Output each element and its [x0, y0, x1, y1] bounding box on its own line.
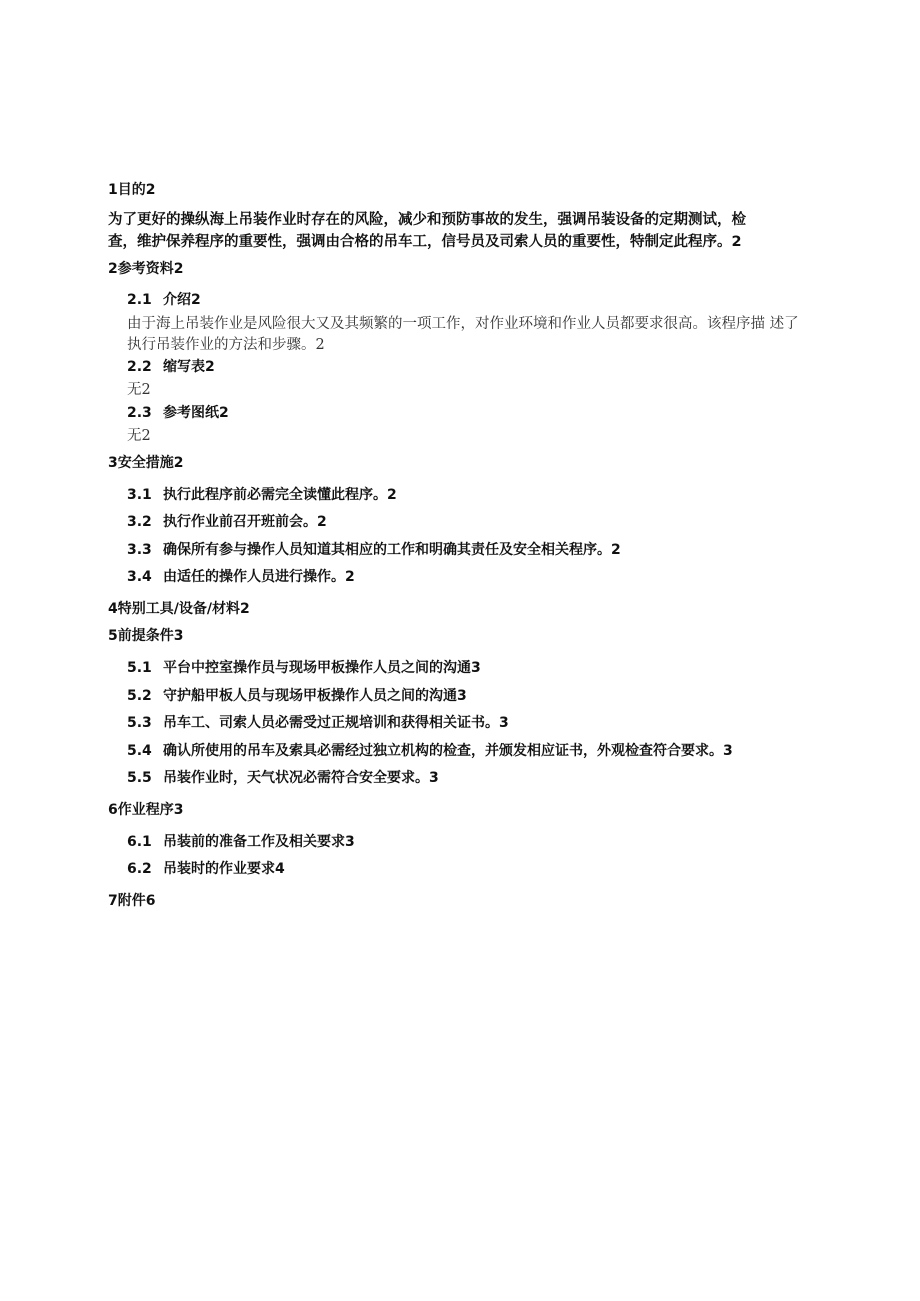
section-title: 确认所使用的吊车及索具必需经过独立机构的检查，并颁发相应证书，外观检查符合要求。3 — [163, 743, 733, 759]
toc-section-3: 3安全措施2 — [108, 455, 184, 471]
toc-section-5-4 — [127, 744, 733, 758]
section-title: 确保所有参与操作人员知道其相应的工作和明确其责任及安全相关程序。2 — [163, 542, 621, 558]
section-number: 2.3 — [127, 405, 152, 421]
toc-section-5: 5前提条件3 — [108, 628, 184, 644]
section-title: 缩写表2 — [163, 359, 215, 375]
section-title: 平台中控室操作员与现场甲板操作人员之间的沟通3 — [163, 660, 481, 676]
section-title: 吊装时的作业要求4 — [163, 861, 285, 877]
toc-section-5-1 — [127, 661, 481, 675]
toc-section-7: 7附件6 — [108, 893, 156, 909]
toc-section-2-3 — [127, 406, 229, 420]
section-number: 5.5 — [127, 770, 152, 786]
section-number: 3.4 — [127, 569, 152, 585]
section-title: 吊车工、司索人员必需受过正规培训和获得相关证书。3 — [163, 715, 509, 731]
section-number: 2.1 — [127, 292, 152, 308]
section-1-text-line-2: 查，维护保养程序的重要性，强调由合格的吊车工，信号员及司索人员的重要性，特制定此程序。2 — [108, 234, 742, 250]
section-number: 5.1 — [127, 660, 152, 676]
toc-section-2-2 — [127, 360, 215, 374]
section-2-2-text: 无2 — [127, 382, 151, 398]
section-title: 执行作业前召开班前会。2 — [163, 514, 327, 530]
toc-section-6-2 — [127, 862, 285, 876]
section-number: 3.2 — [127, 514, 152, 530]
section-2-3-text: 无2 — [127, 428, 151, 444]
section-title: 参考图纸2 — [163, 405, 229, 421]
section-number: 6.1 — [127, 834, 152, 850]
toc-section-5-5 — [127, 771, 439, 785]
toc-section-6-1 — [127, 835, 355, 849]
section-1-text-line-1: 为了更好的操纵海上吊装作业时存在的风险，减少和预防事故的发生，强调吊装设备的定期测试，检 — [108, 212, 746, 228]
toc-section-3-4 — [127, 570, 355, 584]
toc-section-3-1 — [127, 488, 397, 502]
toc-section-4: 4特别工具/设备/材料2 — [108, 601, 250, 617]
toc-section-2-1 — [127, 293, 201, 307]
section-title: 介绍2 — [163, 292, 201, 308]
section-title: 由适任的操作人员进行操作。2 — [163, 569, 355, 585]
toc-section-3-2 — [127, 515, 327, 529]
section-number: 2.2 — [127, 359, 152, 375]
toc-section-5-3 — [127, 716, 509, 730]
section-number: 6.2 — [127, 861, 152, 877]
section-2-1-text-line-1: 由于海上吊装作业是风险很大又及其频繁的一项工作，对作业环境和作业人员都要求很高。该程序描 述了 — [127, 316, 799, 332]
toc-section-1: 1目的2 — [108, 182, 156, 198]
toc-section-6: 6作业程序3 — [108, 802, 184, 818]
toc-section-5-2 — [127, 689, 467, 703]
toc-section-3-3 — [127, 543, 621, 557]
section-number: 5.4 — [127, 743, 152, 759]
section-number: 5.2 — [127, 688, 152, 704]
section-number: 3.3 — [127, 542, 152, 558]
section-number: 5.3 — [127, 715, 152, 731]
section-title: 守护船甲板人员与现场甲板操作人员之间的沟通3 — [163, 688, 467, 704]
section-title: 吊装作业时，天气状况必需符合安全要求。3 — [163, 770, 439, 786]
section-title: 执行此程序前必需完全读懂此程序。2 — [163, 487, 397, 503]
section-2-1-text-line-2: 执行吊装作业的方法和步骤。2 — [127, 337, 325, 353]
section-number: 3.1 — [127, 487, 152, 503]
section-title: 吊装前的准备工作及相关要求3 — [163, 834, 355, 850]
toc-section-2: 2参考资料2 — [108, 261, 184, 277]
